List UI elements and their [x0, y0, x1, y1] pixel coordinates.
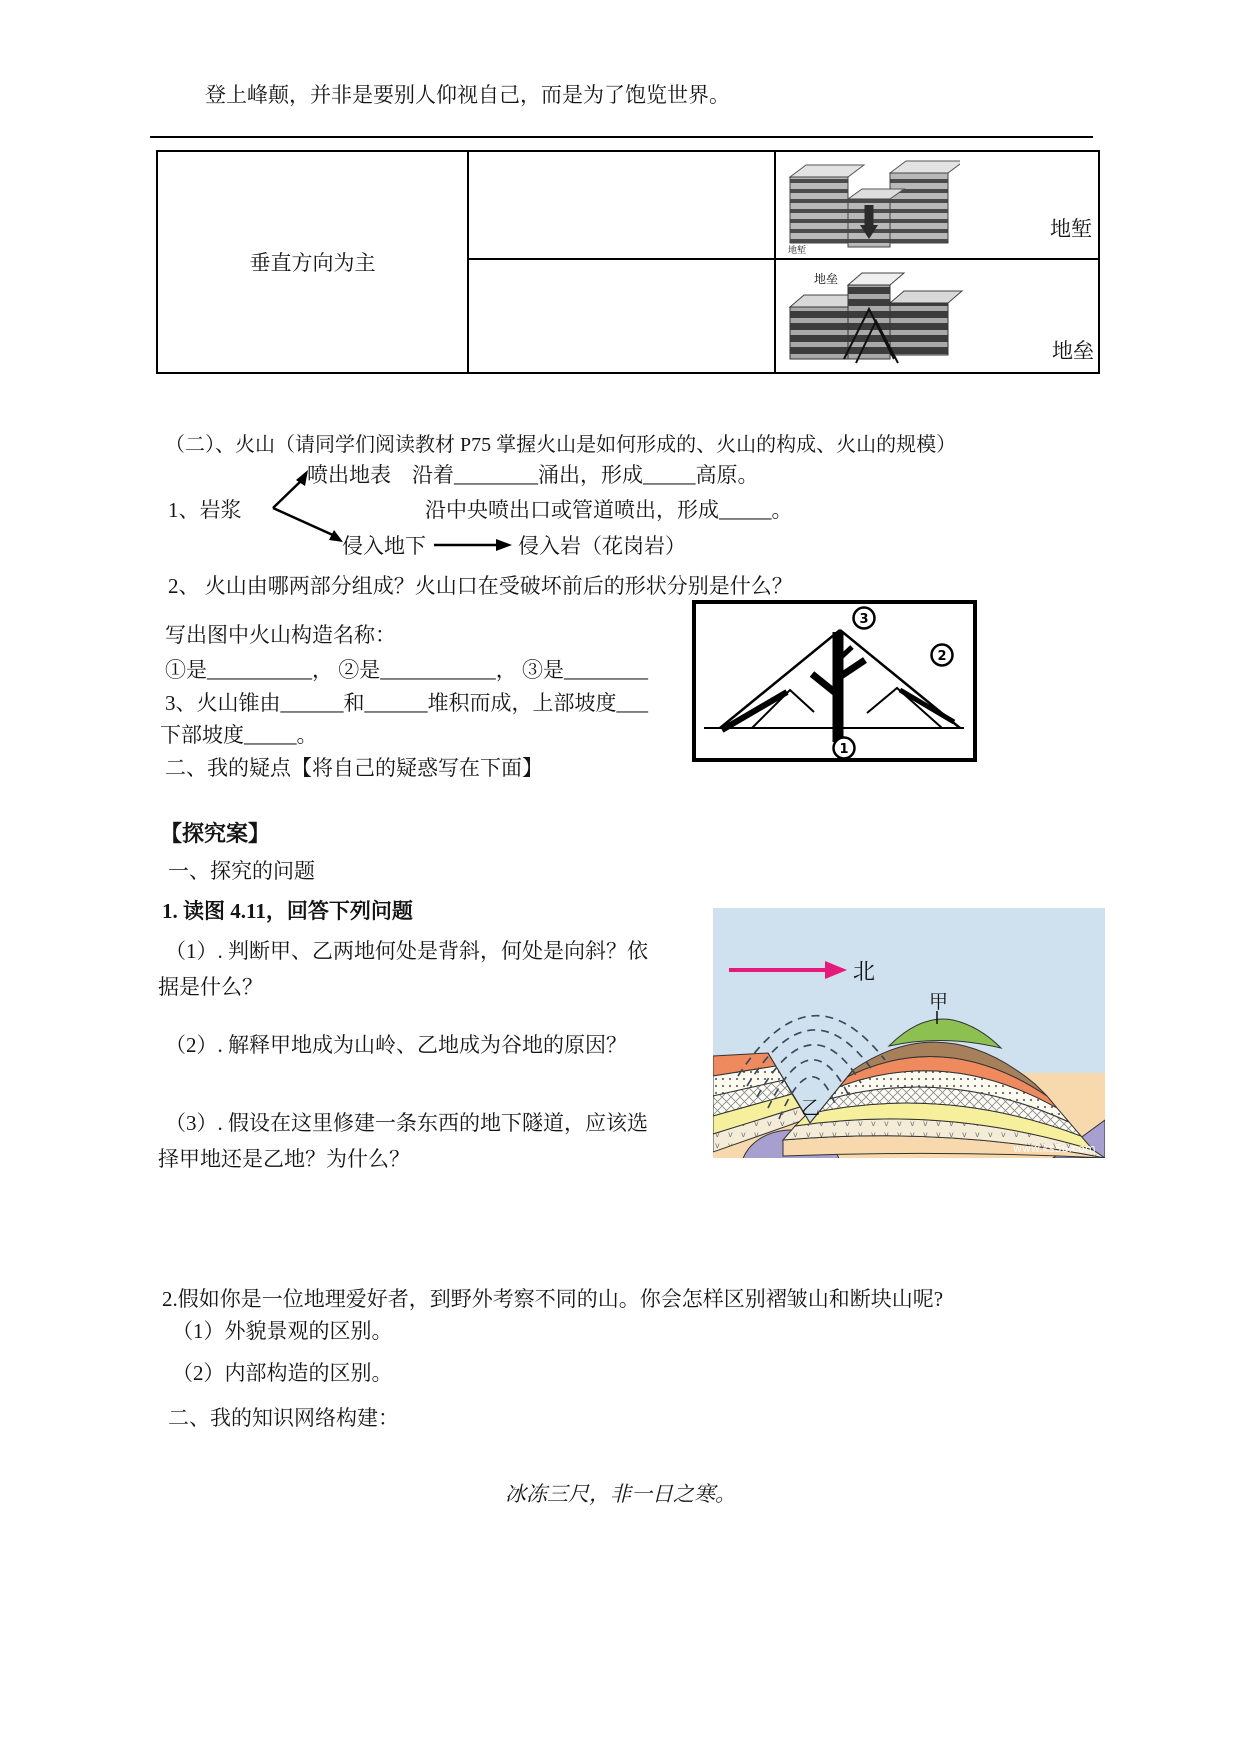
volcano-label-3: 3 — [859, 612, 869, 627]
inquiry-section1: 一、探究的问题 — [168, 859, 315, 883]
jia-label: 甲 — [929, 992, 949, 1013]
watermark: www.ks5u.com — [1013, 1142, 1096, 1155]
flow-branch-intrude: 侵入地下 — [342, 534, 426, 558]
horst-caption: 地垒 — [1052, 339, 1094, 363]
flow-horizontal-arrow — [432, 538, 514, 552]
yi-label: 乙 — [801, 1098, 821, 1119]
vertical-direction-label: 垂直方向为主 — [249, 251, 376, 275]
inquiry-section2: 二、我的知识网络构建： — [168, 1406, 399, 1430]
inquiry-q1-part3-line1: （3）. 假设在这里修建一条东西的地下隧道，应该选 — [165, 1111, 648, 1135]
horst-image — [786, 263, 966, 369]
graben-image-tag: 地堑 — [788, 245, 807, 255]
flow-branch-vent: 沿中央喷出口或管道喷出，形成_____。 — [425, 498, 793, 522]
inquiry-q1-heading: 1. 读图 4.11，回答下列问题 — [162, 899, 413, 923]
horst-image-tag: 地垒 — [814, 272, 839, 286]
table-cell-direction — [157, 151, 468, 373]
north-label: 北 — [853, 959, 876, 984]
footer-quote: 冰冻三尺，非一日之寒。 — [505, 1482, 736, 1506]
volcano-cone-line1: 3、火山锥由______和______堆积而成，上部坡度___ — [165, 691, 648, 715]
inquiry-title: 【探究案】 — [160, 821, 271, 846]
flow-intrusive-rock: 侵入岩（花岗岩） — [518, 534, 686, 558]
fig-4-11 — [713, 908, 1105, 1158]
structure-table — [156, 150, 1100, 374]
volcano-name-prompt: 写出图中火山构造名称： — [165, 623, 396, 647]
volcano-cone-line2: 下部坡度_____。 — [160, 723, 318, 747]
graben-image — [782, 155, 960, 255]
volcano-diagram — [692, 600, 977, 762]
table-cell-empty-bottom — [468, 259, 775, 373]
inquiry-q2-part2: （2）内部构造的区别。 — [172, 1361, 393, 1385]
inquiry-q1-part3-line2: 择甲地还是乙地？为什么？ — [158, 1147, 410, 1171]
volcano-label-1: 1 — [839, 742, 849, 757]
flow-subject: 1、岩浆 — [168, 498, 242, 522]
header-rule — [150, 136, 1093, 138]
volcano-q2: 2、 火山由哪两部分组成？火山口在受破坏前后的形状分别是什么？ — [168, 574, 793, 598]
table-cell-horst — [775, 259, 1099, 373]
graben-caption: 地堑 — [1050, 217, 1092, 241]
volcano-label-2: 2 — [937, 649, 947, 664]
table-cell-graben — [775, 151, 1099, 259]
volcano-heading: （二）、火山（请同学们阅读教材 P75 掌握火山是如何形成的、火山的构成、火山的规模） — [165, 434, 957, 456]
flow-branch-surface: 喷出地表 沿着________涌出，形成_____高原。 — [307, 463, 759, 487]
inquiry-q2: 2.假如你是一位地理爱好者，到野外考察不同的山。你会怎样区别褶皱山和断块山呢? — [162, 1287, 944, 1311]
inquiry-q1-part1-line1: （1）. 判断甲、乙两地何处是背斜，何处是向斜？依 — [165, 939, 648, 963]
inquiry-q1-part1-line2: 据是什么？ — [158, 975, 263, 999]
flow-fork-arrows — [265, 462, 349, 552]
volcano-blanks: ①是__________， ②是___________， ③是________ — [165, 658, 648, 682]
header-quote: 登上峰颠，并非是要别人仰视自己，而是为了饱览世界。 — [205, 83, 730, 107]
inquiry-q2-part1: （1）外貌景观的区别。 — [172, 1319, 393, 1343]
table-cell-empty-top — [468, 151, 775, 259]
my-doubts: 二、我的疑点【将自己的疑惑写在下面】 — [165, 756, 543, 780]
inquiry-q1-part2: （2）. 解释甲地成为山岭、乙地成为谷地的原因？ — [165, 1033, 627, 1057]
